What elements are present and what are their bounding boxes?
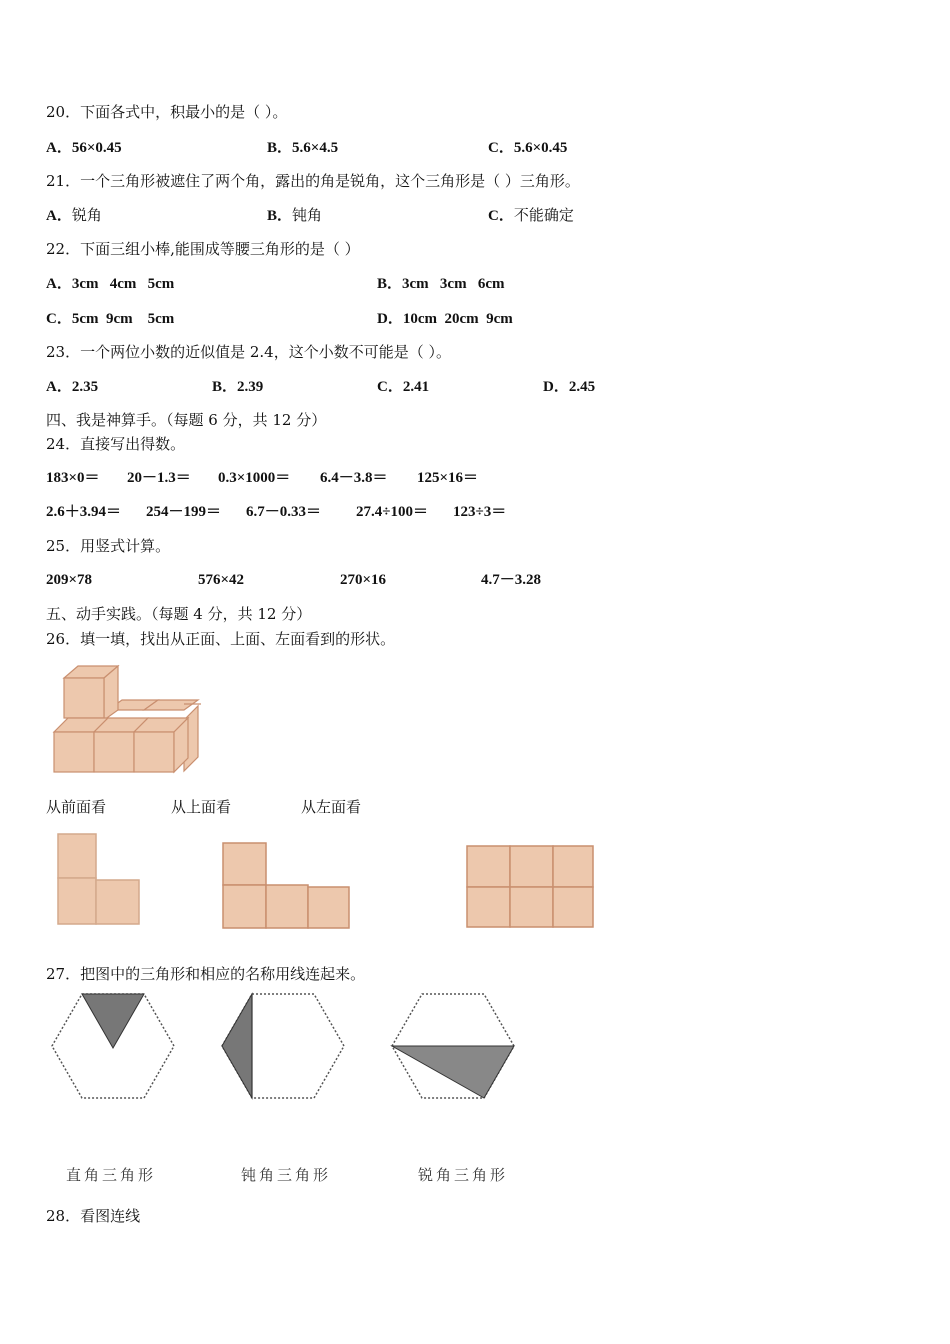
q25-stem: 25．用竖式计算。	[46, 537, 171, 555]
q20-option-a[interactable]	[46, 137, 122, 158]
option-value: 3cm 4cm 5cm	[71, 276, 175, 292]
section-5-heading: 五、动手实践。（每题 4 分，共 12 分）	[46, 605, 312, 623]
q21-option-b[interactable]	[267, 205, 322, 226]
view-label-top: 从上面看	[171, 798, 232, 816]
q21-option-a[interactable]	[46, 205, 102, 226]
option-value: 钝角	[292, 206, 323, 224]
option-value: 2.45	[568, 379, 596, 395]
q24-item: 183×0＝	[46, 470, 100, 486]
triangle-label-right: 直角三角形	[66, 1166, 157, 1184]
q23-option-b[interactable]	[212, 376, 263, 397]
cube-stack-figure	[46, 660, 216, 778]
option-value: 3cm 3cm 6cm	[402, 276, 505, 292]
q22-stem: 22．下面三组小棒,能围成等腰三角形的是（ ）	[46, 240, 360, 258]
q22-option-b[interactable]	[377, 273, 504, 294]
option-value: 10cm 20cm 9cm	[402, 311, 513, 327]
q23-stem: 23．一个两位小数的近似值是 2.4，这个小数不可能是（ ）。	[46, 343, 451, 361]
option-value: 5.6×0.45	[513, 140, 568, 156]
option-value: 5.6×4.5	[292, 140, 339, 156]
q20-stem: 20．下面各式中，积最小的是（ ）。	[46, 103, 288, 121]
q26-stem: 26．填一填，找出从正面、上面、左面看到的形状。	[46, 630, 396, 648]
q24-item: 0.3×1000＝	[218, 470, 291, 486]
option-value: 不能确定	[513, 206, 574, 224]
q27-stem: 27．把图中的三角形和相应的名称用线连起来。	[46, 965, 366, 983]
hexagon-figure-1	[48, 990, 178, 1102]
hexagon-figure-2	[218, 990, 348, 1102]
section-4-heading: 四、我是神算手。（每题 6 分，共 12 分）	[46, 411, 327, 429]
option-key: C．	[488, 208, 514, 224]
q24-item: 6.7－0.33＝	[246, 504, 322, 520]
option-key: A．	[46, 208, 72, 224]
hexagon-figure-3	[388, 990, 518, 1102]
option-value: 锐角	[71, 206, 102, 224]
q22-option-c[interactable]	[46, 308, 174, 329]
q22-option-a[interactable]	[46, 273, 174, 294]
q22-option-d[interactable]	[377, 308, 513, 329]
q28-stem: 28．看图连线	[46, 1207, 141, 1225]
option-key: B．	[212, 379, 238, 395]
view-shape-2	[219, 840, 355, 932]
option-key: B．	[267, 208, 293, 224]
q25-item: 4.7－3.28	[481, 572, 542, 588]
q24-item: 254－199＝	[146, 504, 222, 520]
option-key: C．	[488, 140, 514, 156]
q24-item: 27.4÷100＝	[356, 504, 428, 520]
q20-option-b[interactable]	[267, 137, 338, 158]
q24-item: 2.6＋3.94＝	[46, 504, 122, 520]
triangle-label-obtuse: 钝角三角形	[241, 1166, 332, 1184]
q24-stem: 24．直接写出得数。	[46, 435, 186, 453]
q23-option-d[interactable]	[543, 376, 595, 397]
option-key: C．	[46, 311, 72, 327]
option-key: D．	[377, 311, 403, 327]
q23-option-a[interactable]	[46, 376, 98, 397]
option-key: B．	[377, 276, 403, 292]
q23-option-c[interactable]	[377, 376, 429, 397]
q24-item: 125×16＝	[417, 470, 479, 486]
q24-item: 20－1.3＝	[127, 470, 191, 486]
option-value: 2.39	[237, 379, 264, 395]
option-key: C．	[377, 379, 403, 395]
q21-stem: 21．一个三角形被遮住了两个角，露出的角是锐角，这个三角形是（ ）三角形。	[46, 172, 580, 190]
view-shape-3	[464, 843, 596, 931]
q21-option-c[interactable]	[488, 205, 574, 226]
option-key: D．	[543, 379, 569, 395]
option-value: 2.41	[402, 379, 430, 395]
option-value: 2.35	[71, 379, 99, 395]
option-key: A．	[46, 379, 72, 395]
view-label-left: 从左面看	[301, 798, 362, 816]
q25-item: 209×78	[46, 572, 93, 588]
q25-item: 270×16	[340, 572, 387, 588]
option-value: 5cm 9cm 5cm	[71, 311, 175, 327]
triangle-label-acute: 锐角三角形	[418, 1166, 509, 1184]
option-value: 56×0.45	[71, 140, 122, 156]
option-key: A．	[46, 276, 72, 292]
q20-option-c[interactable]	[488, 137, 567, 158]
view-shape-1	[55, 832, 145, 928]
q24-item: 123÷3＝	[453, 504, 507, 520]
q24-item: 6.4－3.8＝	[320, 470, 388, 486]
view-label-front: 从前面看	[46, 798, 107, 816]
option-key: B．	[267, 140, 293, 156]
q25-item: 576×42	[198, 572, 245, 588]
option-key: A．	[46, 140, 72, 156]
